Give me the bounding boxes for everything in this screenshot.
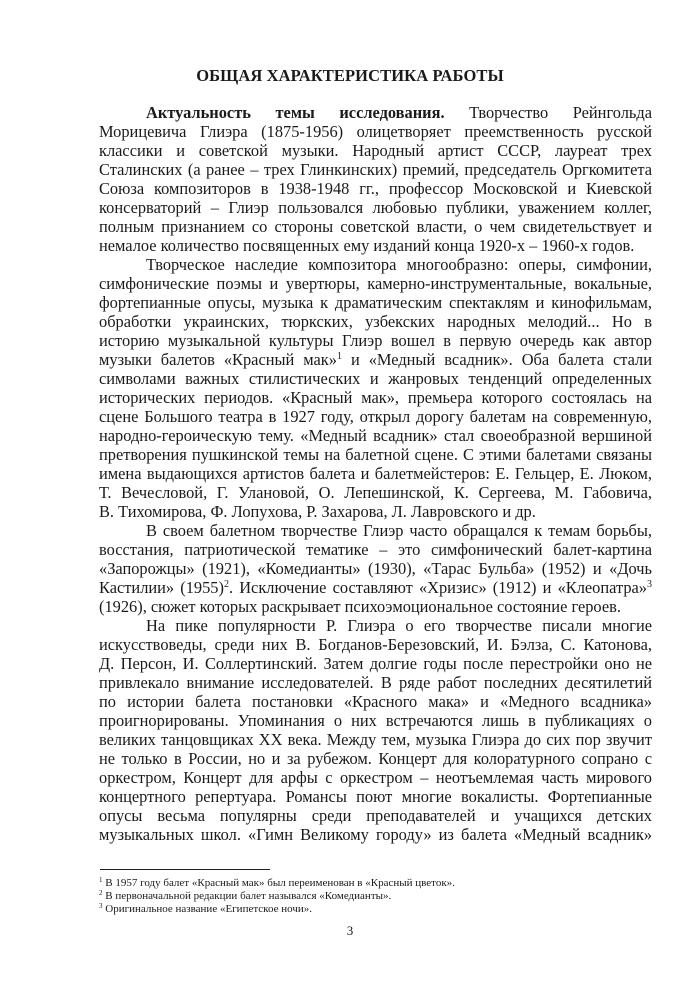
- text-line: симфонические поэмы и увертюры, камерно-инструментальные, вокальные,: [99, 274, 652, 293]
- text-line: музыкальных школ. «Гимн Великому городу» из балета «Медный всадник»: [99, 825, 652, 844]
- text-line: символами важных стилистических и жанровых тенденций определенных: [99, 369, 652, 388]
- footnote-mark: 2: [99, 889, 103, 897]
- footnote-1: [99, 877, 455, 890]
- text-span: и «Медный всадник». Оба балета стали: [341, 350, 652, 369]
- document-body: [99, 103, 652, 844]
- text-line: не только в России, но и за рубежом. Концерт для колоратурного сопрано с: [99, 749, 652, 768]
- text-line: оркестром, Концерт для арфы с оркестром – неотъемлемая часть мирового: [99, 768, 652, 787]
- text-line: искусствоведы, среди них В. Богданов-Березовский, И. Бэлза, С. Катонова,: [99, 635, 652, 654]
- footnote-ref[interactable]: 3: [647, 579, 652, 590]
- page-number: 3: [346, 923, 354, 938]
- text-line: фортепианные опусы, музыка к драматическим спектаклям и кинофильмам,: [99, 293, 652, 312]
- text-line: В. Тихомирова, Ф. Лопухова, Р. Захарова, Л. Лавровского и др.: [99, 502, 536, 521]
- paragraph-popularity: [99, 616, 652, 844]
- text-line: сцене Большого театра в 1927 году, открыл дорогу балетам на современную,: [99, 407, 652, 426]
- text-line: народно-героическую тему. «Медный всадник» стал своеобразной вершиной: [99, 426, 652, 445]
- paragraph-ballet-themes: [99, 521, 652, 616]
- footnote-mark: 1: [99, 876, 103, 884]
- footnote-mark: 3: [99, 902, 103, 910]
- text-line: исторических периодов. «Красный мак», премьера которого состоялась на: [99, 388, 652, 407]
- text-line: полным признанием со стороны советской власти, о чем свидетельствует и: [99, 217, 652, 236]
- text-line: В своем балетном творчестве Глиэр часто обращался к темам борьбы,: [146, 521, 652, 540]
- text-line: по истории балета постановки «Красного мака» и «Медного всадника»: [99, 692, 652, 711]
- text-line: концертного репертуара. Романсы поют многие вокалисты. Фортепианные: [99, 787, 652, 806]
- text-line: имена выдающихся артистов балета и балетмейстеров: Е. Гельцер, Е. Люком,: [99, 464, 652, 483]
- paragraph-relevance: [99, 103, 652, 255]
- footnote-ref[interactable]: 1: [336, 351, 342, 362]
- text-span: музыки балетов «Красный мак»: [99, 350, 337, 369]
- text-line: «Запорожцы» (1921), «Комедианты» (1930), «Тарас Бульба» (1952) и «Дочь: [99, 559, 652, 578]
- text-line: обработки украинских, тюркских, узбекских народных мелодий... Но в: [99, 312, 652, 331]
- text-line: претворения пушкинской темы на балетной сцене. С этими балетами связаны: [99, 445, 652, 464]
- text-line: опусы весьма популярны среди преподавателей и учащихся детских: [99, 806, 652, 825]
- footnote-separator: [100, 869, 270, 870]
- text-line: [99, 350, 652, 369]
- text-line: Д. Персон, И. Соллертинский. Затем долгие годы после перестройки оно не: [99, 654, 652, 673]
- footnote-text: В первоначальной редакции балет назывался «Комедианты».: [102, 890, 392, 902]
- section-title: ОБЩАЯ ХАРАКТЕРИСТИКА РАБОТЫ: [196, 66, 504, 85]
- text-line: классики и советской музыки. Народный артист СССР, лауреат трех: [99, 141, 652, 160]
- text-line: Т. Вечесловой, Г. Улановой, О. Лепешинской, К. Сергеева, М. Габовича,: [99, 483, 652, 502]
- text-line: историю музыкальной культуры Глиэр вошел в первую очередь как автор: [99, 331, 652, 350]
- footnotes: [99, 877, 455, 916]
- paragraph-legacy: [99, 255, 652, 521]
- text-line: Союза композиторов в 1938-1948 гг., профессор Московской и Киевской: [99, 179, 652, 198]
- footnote-text: В 1957 году балет «Красный мак» был переименован в «Красный цветок».: [102, 877, 455, 889]
- footnote-ref[interactable]: 2: [223, 579, 229, 590]
- text-span: Кастилии» (1955): [99, 578, 224, 597]
- footnote-2: [99, 890, 455, 903]
- paragraph-lead: Актуальность темы исследования.: [146, 103, 445, 122]
- text-span: . Исключение составляют «Хризис» (1912) и «Клеопатра»: [228, 578, 647, 597]
- text-line: восстания, патриотической тематике – это симфонический балет-картина: [99, 540, 652, 559]
- text-line: [99, 103, 652, 122]
- text-line: [99, 578, 652, 597]
- text-line: Сталинских (а ранее – трех Глинкинских) премий, председатель Оргкомитета: [99, 160, 652, 179]
- text-line: На пике популярности Р. Глиэра о его творчестве писали многие: [146, 616, 652, 635]
- text-line: великих танцовщиках XX века. Между тем, музыка Глиэра до сих пор звучит: [99, 730, 652, 749]
- text-line: Творческое наследие композитора многообразно: оперы, симфонии,: [146, 255, 652, 274]
- text-line: проигнорированы. Упоминания о них встречаются лишь в публикациях о: [99, 711, 652, 730]
- text-line: немалое количество посвященных ему изданий конца 1920-х – 1960-х годов.: [99, 236, 635, 255]
- text-line: (1926), сюжет которых раскрывает психоэмоциональное состояние героев.: [99, 597, 621, 616]
- footnote-3: [99, 903, 455, 916]
- footnote-text: Оригинальное название «Египетское ночи».: [102, 903, 312, 915]
- text-line: привлекало внимание исследователей. В ряде работ последних десятилетий: [99, 673, 652, 692]
- text-span: Творчество Рейнгольда: [444, 103, 653, 122]
- text-line: Морицевича Глиэра (1875-1956) олицетворяет преемственность русской: [99, 122, 652, 141]
- text-line: консерваторий – Глиэр пользовался любовью публики, уважением коллег,: [99, 198, 652, 217]
